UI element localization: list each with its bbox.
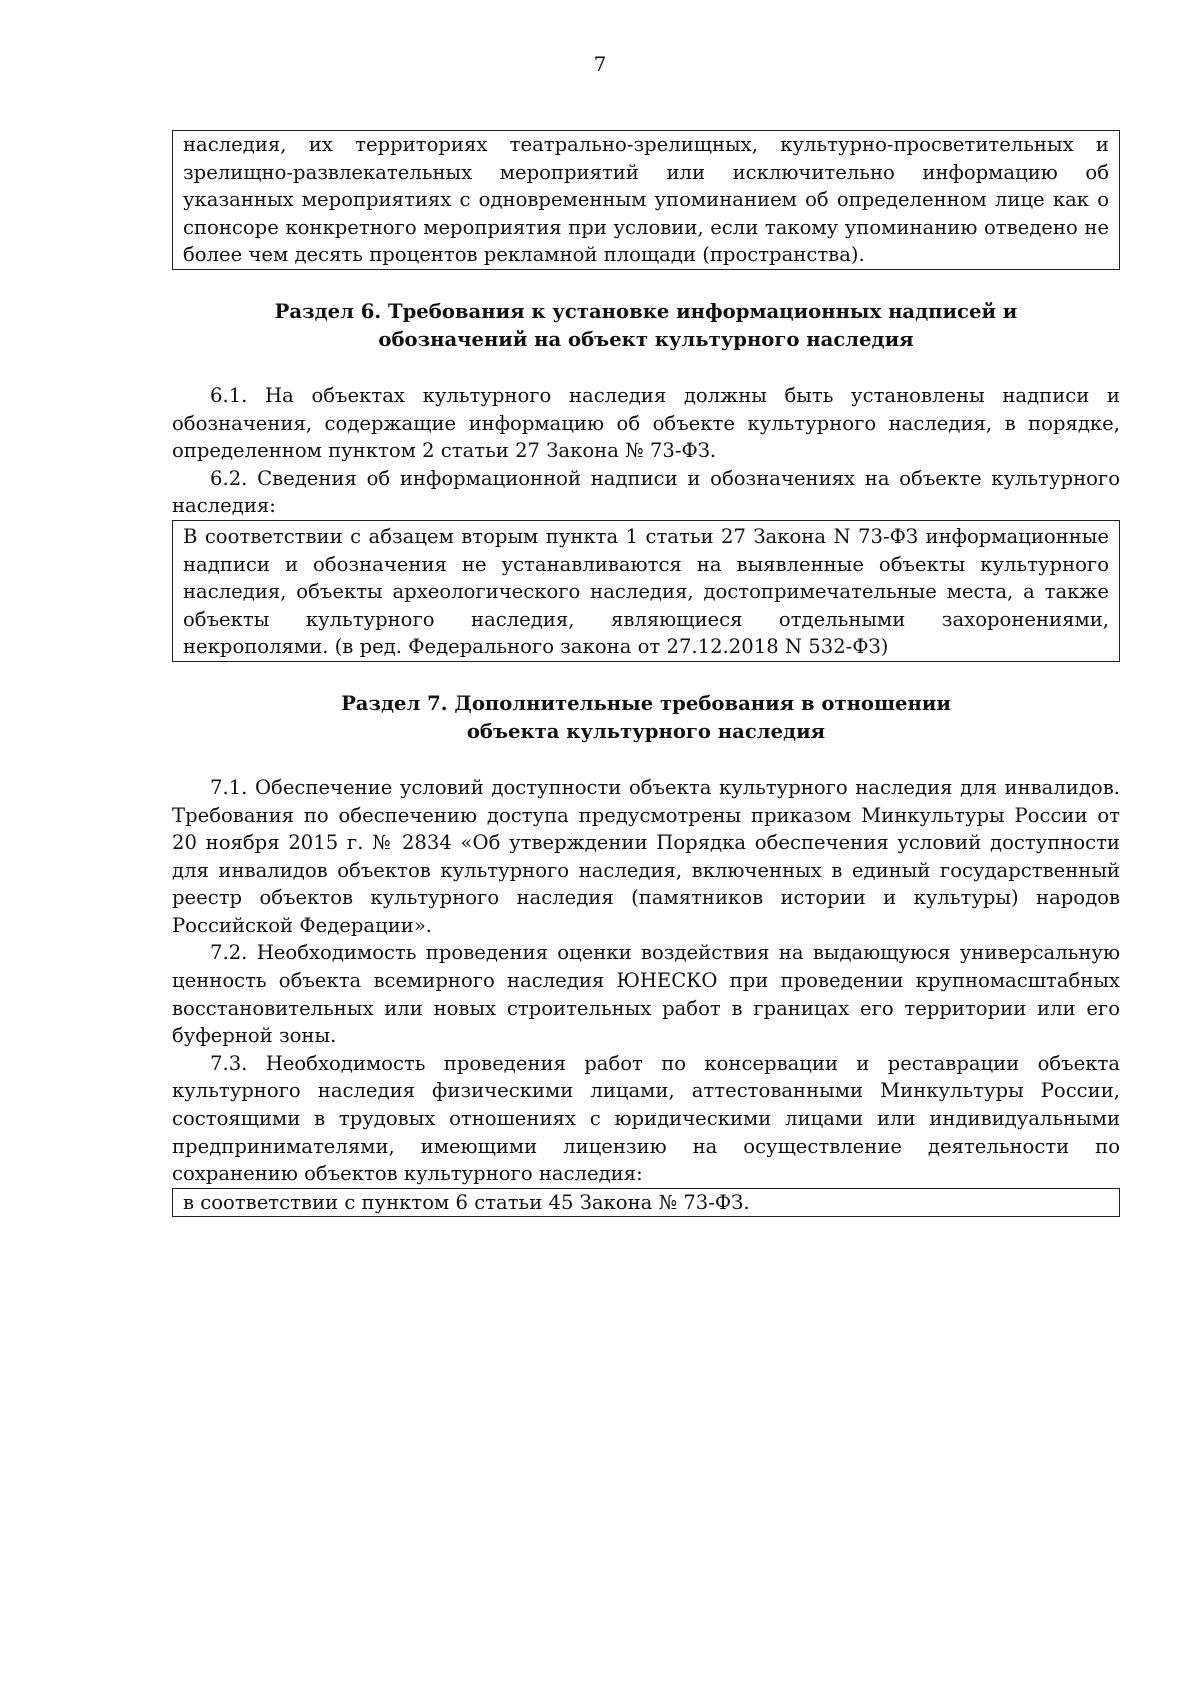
paragraph-7-3: 7.3. Необходимость проведения работ по консервации и реставрации объекта культурного наследия физическими лицами, аттестованными Минкультуры России, состоящими в трудовых отношениях с юридическими лицами или индивидуальными предпринимателями, имеющими лицензию на осуществление деятельности по сохранению объектов культурного наследия:: [172, 1051, 1120, 1186]
section-6-title-line-2: обозначений на объект культурного наследия: [378, 327, 914, 351]
section-7-title-line-1: Раздел 7. Дополнительные требования в отношении: [341, 691, 951, 715]
paragraph-7-1: 7.1. Обеспечение условий доступности объекта культурного наследия для инвалидов. Требования по обеспечению доступа предусмотрены приказом Минкультуры России от 20 ноября 2015 г. № 2834 «Об утверждении Порядка обеспечения условий доступности для инвалидов объектов культурного наследия, включенных в единый государственный реестр объектов культурного наследия (памятников истории и культуры) народов Российской Федерации».: [172, 775, 1120, 937]
document-body: [172, 130, 1120, 1217]
paragraph-7-2: 7.2. Необходимость проведения оценки воздействия на выдающуюся универсальную ценность объекта всемирного наследия ЮНЕСКО при проведении крупномасштабных восстановительных или новых строительных работ в границах его территории или его буферной зоны.: [172, 941, 1120, 1048]
section-6-title: [172, 298, 1120, 354]
page-number: 7: [593, 52, 607, 76]
section-6-info-box: В соответствии с абзацем вторым пункта 1 статьи 27 Закона N 73-ФЗ информационные надписи и обозначения не устанавливаются на выявленные объекты культурного наследия, объекты археологического наследия, достопримечательные места, а также объекты культурного наследия, являющиеся отдельными захоронениями, некрополями. (в ред. Федерального закона от 27.12.2018 N 532-ФЗ): [172, 520, 1120, 662]
paragraph-6-2: 6.2. Сведения об информационной надписи и обозначениях на объекте культурного наследия:: [172, 466, 1120, 518]
continued-text-box: наследия, их территориях театрально-зрелищных, культурно-просветительных и зрелищно-развлекательных мероприятий или исключительно информацию об указанных мероприятиях с одновременным упоминанием об определенном лице как о спонсоре конкретного мероприятия при условии, если такому упоминанию отведено не более чем десять процентов рекламной площади (пространства).: [172, 130, 1120, 270]
paragraph-6-1: 6.1. На объектах культурного наследия должны быть установлены надписи и обозначения, содержащие информацию об объекте культурного наследия, в порядке, определенном пунктом 2 статьи 27 Закона № 73-ФЗ.: [172, 383, 1120, 463]
section-7-info-box: в соответствии с пунктом 6 статьи 45 Закона № 73-ФЗ.: [172, 1188, 1120, 1218]
section-7-title: [172, 690, 1120, 746]
section-7-title-line-2: объекта культурного наследия: [466, 719, 826, 743]
section-6-title-line-1: Раздел 6. Требования к установке информационных надписей и: [274, 299, 1018, 323]
